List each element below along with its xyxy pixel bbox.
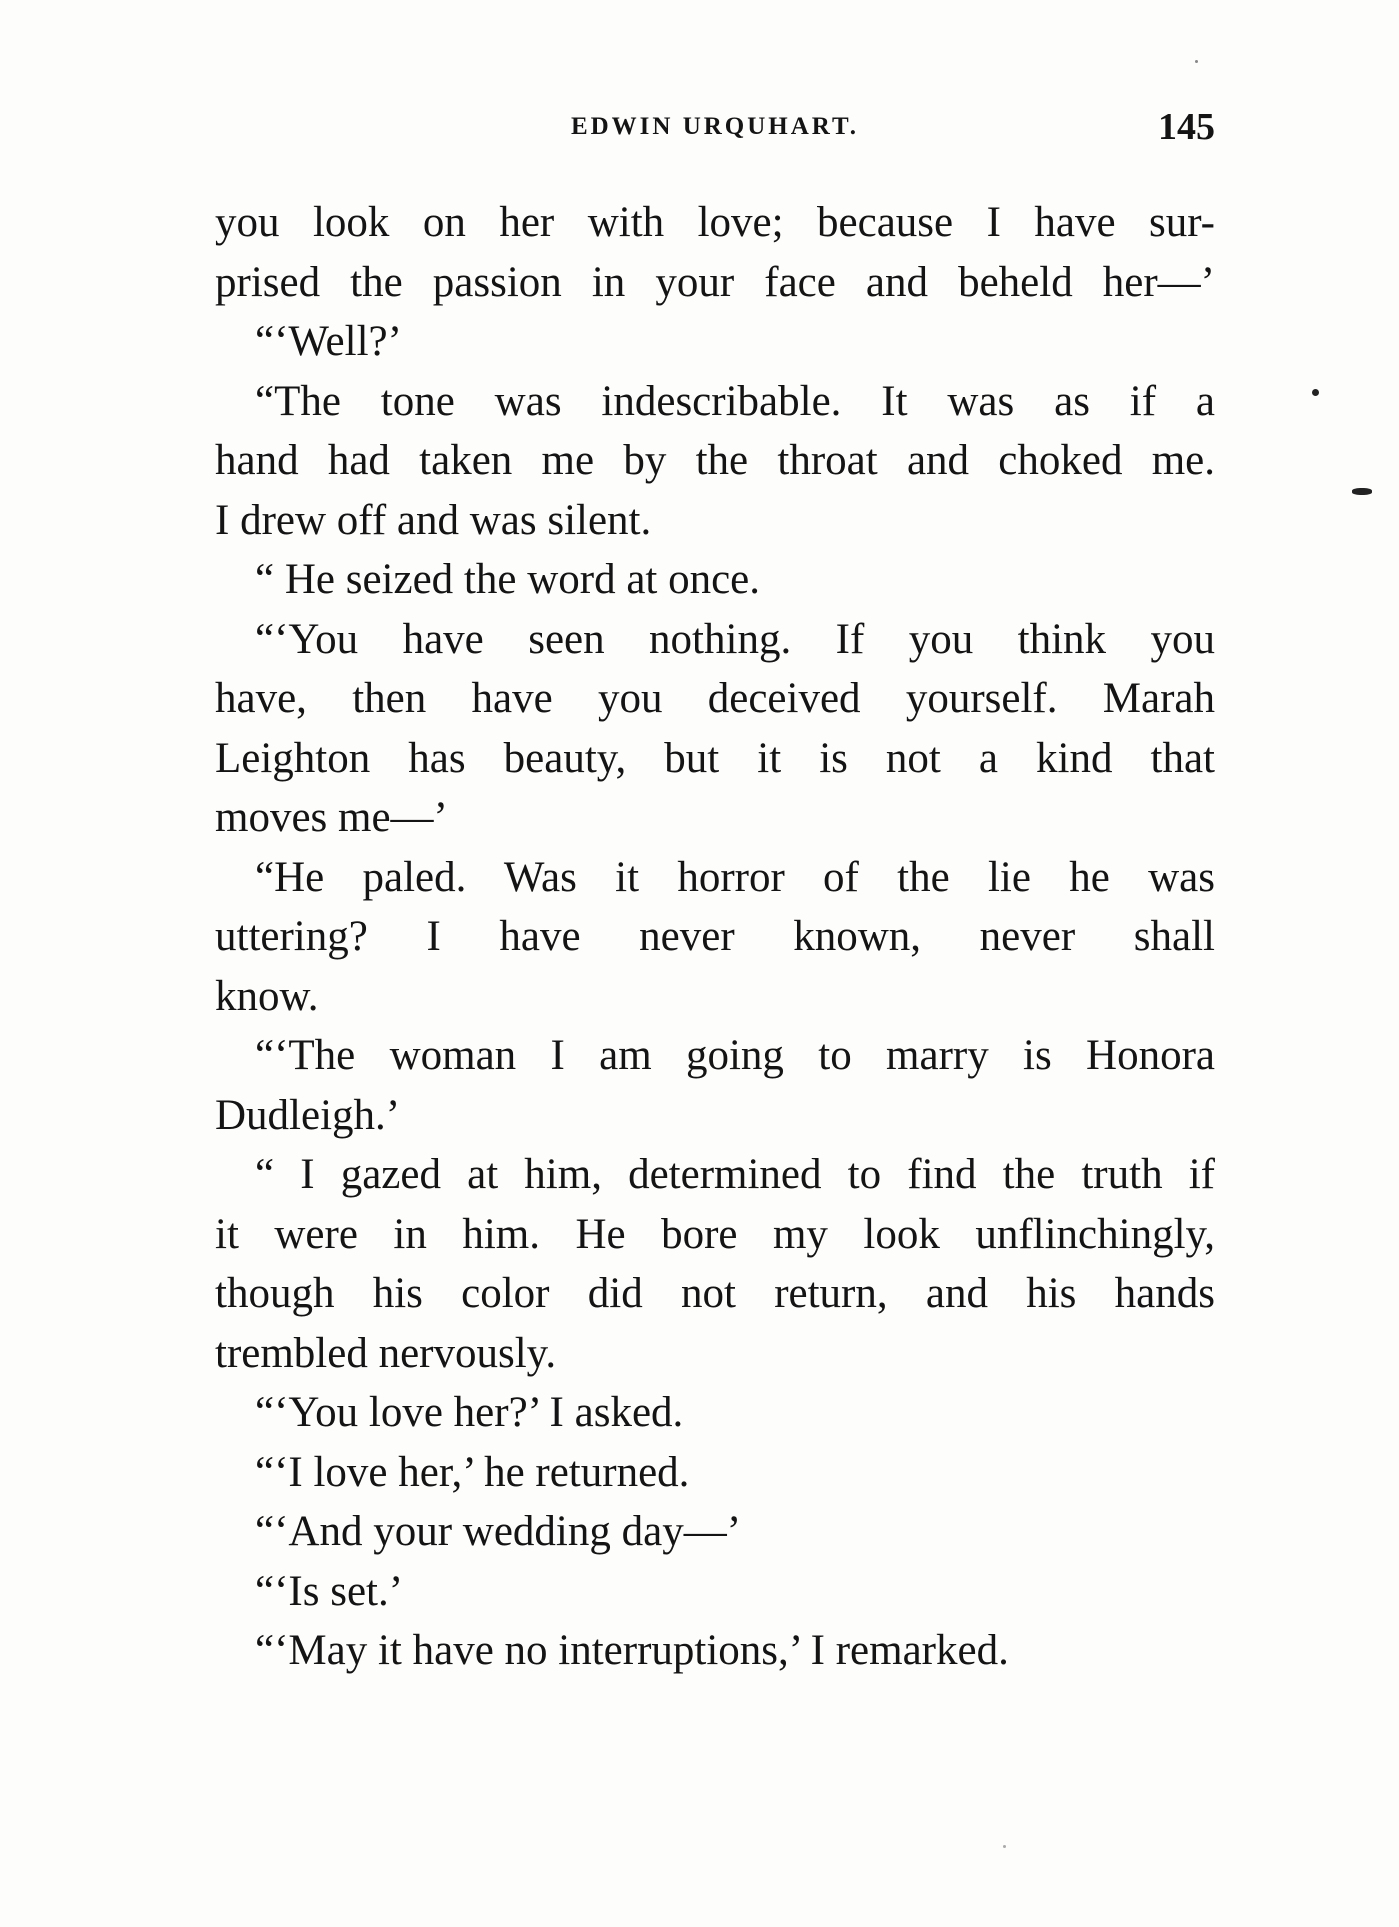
- text-line: “‘May it have no interruptions,’ I remarked.: [255, 1627, 1009, 1674]
- scan-speck: [1003, 1845, 1006, 1848]
- text-line: moves me—’: [215, 794, 448, 841]
- scan-speck: [1312, 389, 1319, 396]
- text-line: I drew off and was silent.: [215, 496, 652, 544]
- text-line: trembled nervously.: [215, 1329, 557, 1377]
- text-line: “‘I love her,’ he returned.: [255, 1448, 690, 1496]
- text-line: have, then have you deceived yourself. Marah: [215, 675, 1215, 722]
- text-line: though his color did not return, and his hands: [215, 1270, 1215, 1317]
- text-line: it were in him. He bore my look unflinchingly,: [215, 1210, 1215, 1258]
- text-line: prised the passion in your face and beheld her—’: [215, 258, 1215, 306]
- text-line: “‘Is set.’: [255, 1567, 404, 1615]
- text-line: Leighton has beauty, but it is not a kind that: [215, 734, 1215, 782]
- text-line: uttering? I have never known, never shall: [215, 913, 1215, 960]
- text-line: hand had taken me by the throat and choked me.: [215, 437, 1215, 484]
- scan-speck: [1195, 60, 1198, 63]
- text-line: “ He seized the word at once.: [255, 556, 761, 603]
- text-line: you look on her with love; because I have sur-: [215, 199, 1215, 246]
- text-line: “‘The woman I am going to marry is Honora: [255, 1032, 1215, 1079]
- page-header: [215, 105, 1215, 155]
- body-text: [215, 193, 1215, 1681]
- scan-speck: [1352, 488, 1372, 495]
- page-number: 145: [1158, 106, 1215, 148]
- text-line: know.: [215, 972, 319, 1020]
- text-line: “The tone was indescribable. It was as if a: [255, 377, 1215, 425]
- text-line: Dudleigh.’: [215, 1091, 401, 1139]
- text-line: “‘And your wedding day—’: [255, 1508, 742, 1555]
- running-title: EDWIN URQUHART.: [570, 113, 860, 140]
- text-line: “He paled. Was it horror of the lie he was: [255, 853, 1215, 901]
- text-line: “ I gazed at him, determined to find the truth if: [255, 1151, 1215, 1198]
- text-line: “‘You have seen nothing. If you think you: [255, 615, 1215, 663]
- text-line: “‘Well?’: [255, 318, 402, 365]
- text-line: “‘You love her?’ I asked.: [255, 1389, 684, 1436]
